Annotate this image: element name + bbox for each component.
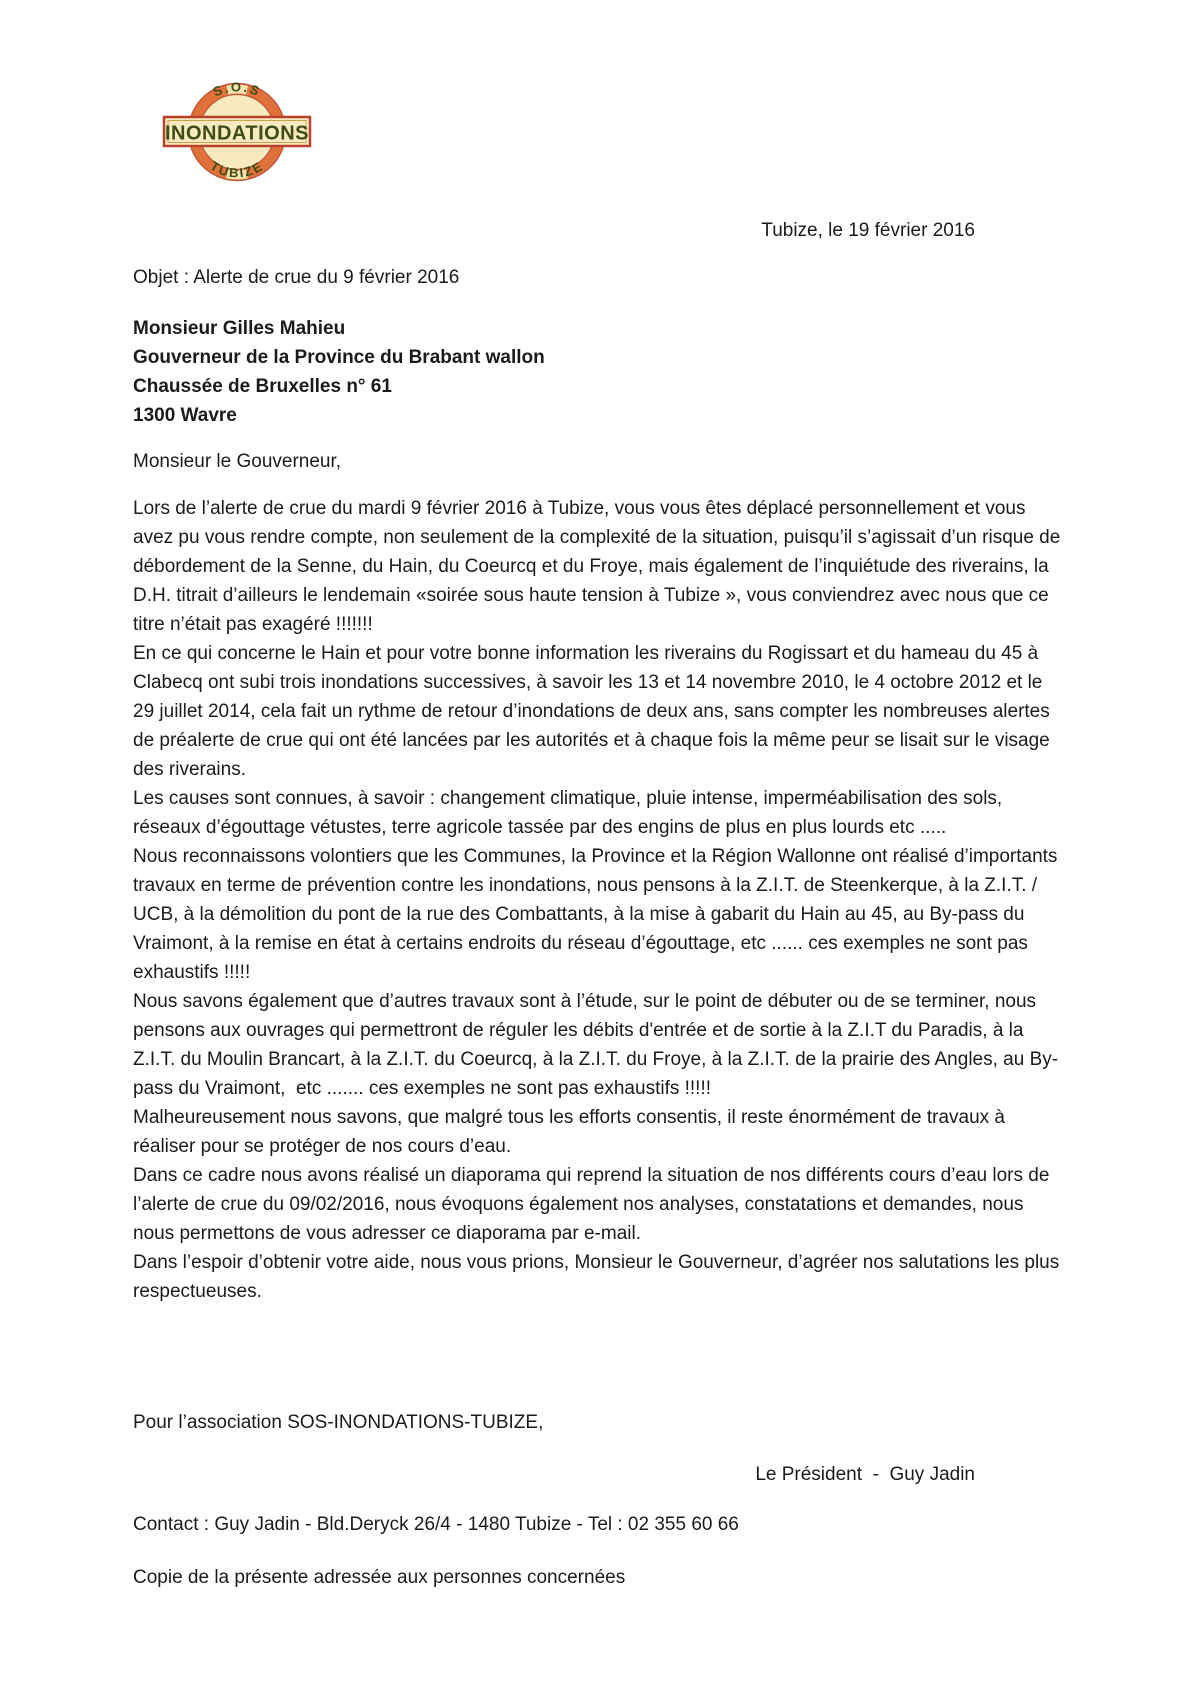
recipient-title: Gouverneur de la Province du Brabant wallon [133,347,545,368]
association-line: Pour l’association SOS-INONDATIONS-TUBIZE, [133,1412,544,1433]
contact-line: Contact : Guy Jadin - Bld.Deryck 26/4 - 1480 Tubize - Tel : 02 355 60 66 [133,1514,739,1535]
subject-line: Objet : Alerte de crue du 9 février 2016 [133,267,460,288]
salutation: Monsieur le Gouverneur, [133,451,342,472]
recipient-city: 1300 Wavre [133,405,237,426]
recipient-street: Chaussée de Bruxelles n° 61 [133,376,392,397]
logo-inondations-text: INONDATIONS [164,122,310,145]
body-paragraph: Malheureusement nous savons, que malgré tous les efforts consentis, il reste énormément de travaux à réaliser pour se protéger de nos cours d’eau. [133,1107,1011,1157]
date-line: Tubize, le 19 février 2016 [761,220,975,241]
body-paragraph: Dans ce cadre nous avons réalisé un diaporama qui reprend la situation de nos différents cours d’eau lors de l’alerte de crue du 09/02/2016, nous évoquons également nos analyses, constatations et demandes, nous nous permettons de vous adresser ce diaporama par e-mail. [133,1165,1055,1244]
body-paragraph: Nous savons également que d’autres travaux sont à l’étude, sur le point de débuter ou de se terminer, nous pensons aux ouvrages qui permettront de réguler les débits d'entrée et de sortie à la Z.I.T du Paradis, à la Z.I.T. du Moulin Brancart, à la Z.I.T. du Coeurcq, à la Z.I.T. du Froye, à la Z.I.T. de la prairie des Angles, au By-pass du Vraimont, etc ....... ces exemples ne sont pas exhaustifs !!!!! [133,991,1059,1099]
logo-sos-text: S.O.S [210,79,264,100]
body-paragraph: Dans l’espoir d’obtenir votre aide, nous vous prions, Monsieur le Gouverneur, d’agréer nos salutations les plus respectueuses. [133,1252,1065,1302]
recipient-name: Monsieur Gilles Mahieu [133,318,346,339]
body-paragraph: En ce qui concerne le Hain et pour votre bonne information les riverains du Rogissart et du hameau du 45 à Clabecq ont subi trois inondations successives, à savoir les 13 et 14 novembre 2010, le 4 octobre 2012 et le 29 juillet 2014, cela fait un rythme de retour d’inondations de deux ans, sans compter les nombreuses alertes de préalerte de crue qui ont été lancées par les autorités et à chaque fois la même peur se lisait sur le visage des riverains. [133,643,1056,780]
signature-line: Le Président - Guy Jadin [755,1464,975,1485]
body-paragraph: Les causes sont connues, à savoir : changement climatique, pluie intense, imperméabilisation des sols, réseaux d’égouttage vétustes, terre agricole tassée par des engins de plus en plus lourds etc ..... [133,788,1008,838]
sos-inondations-tubize-logo [150,70,322,190]
logo-tubize-text: TUBIZE [207,157,267,181]
body-paragraph: Lors de l’alerte de crue du mardi 9 février 2016 à Tubize, vous vous êtes déplacé personnellement et vous avez pu vous rendre compte, non seulement de la complexité de la situation, puisqu’il s’agissait d’un risque de débordement de la Senne, du Hain, du Coeurcq et du Froye, mais également de l’inquiétude des riverains, la D.H. titrait d’ailleurs le lendemain «soirée sous haute tension à Tubize », vous conviendrez avec nous que ce titre n’était pas exagéré !!!!!!! [133,498,1066,635]
copy-line: Copie de la présente adressée aux personnes concernées [133,1567,626,1588]
letter-body [133,494,1067,1306]
recipient-block [133,314,545,430]
body-paragraph: Nous reconnaissons volontiers que les Communes, la Province et la Région Wallonne ont réalisé d’importants travaux en terme de prévention contre les inondations, nous pensons à la Z.I.T. de Steenkerque, à la Z.I.T. / UCB, à la démolition du pont de la rue des Combattants, à la mise à gabarit du Hain au 45, au By-pass du Vraimont, à la remise en état à certains endroits du réseau d’égouttage, etc ...... ces exemples ne sont pas exhaustifs !!!!! [133,846,1063,983]
lifebuoy-logo-icon [150,70,322,190]
